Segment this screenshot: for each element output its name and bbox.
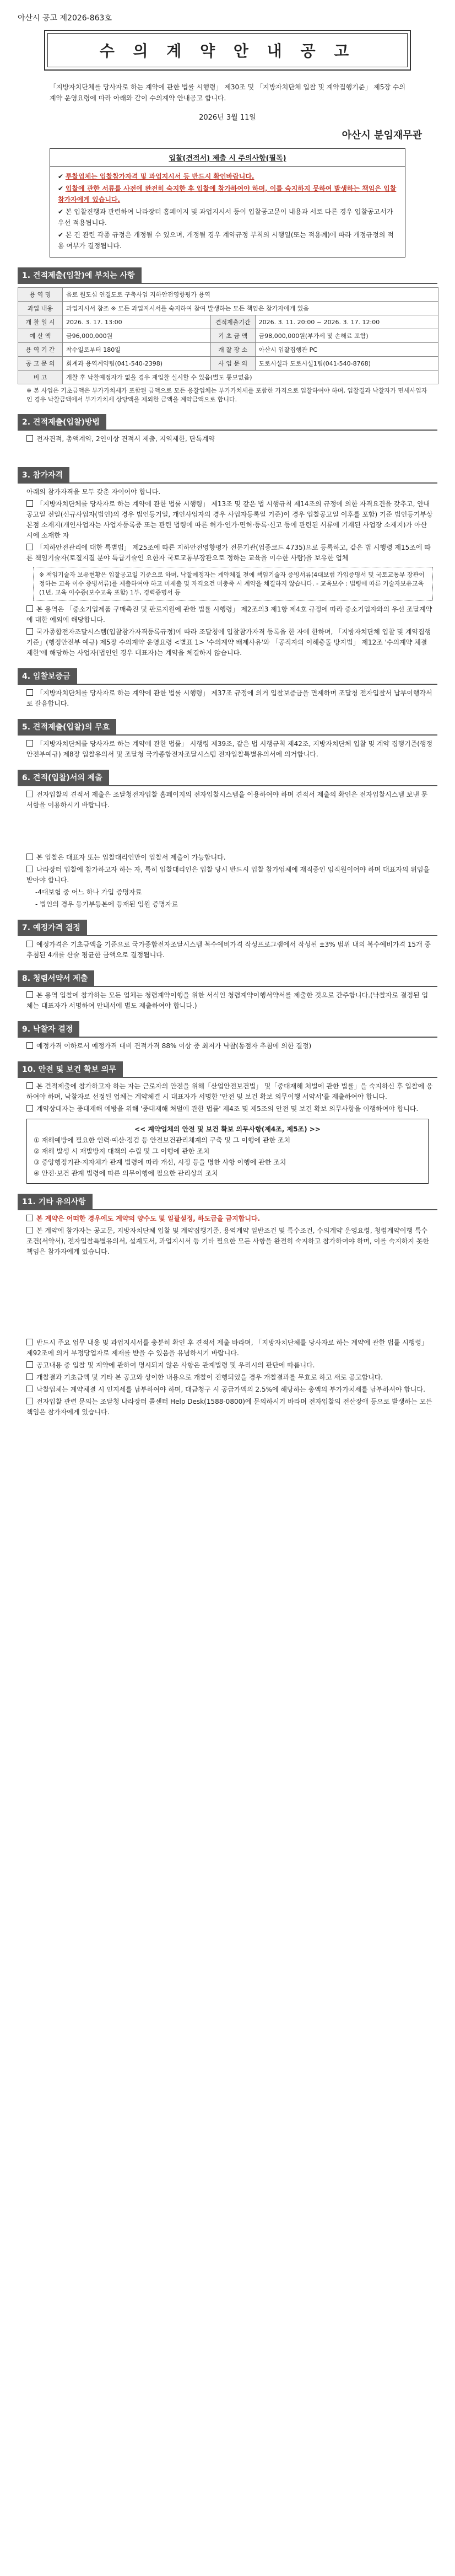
section-divider: [18, 935, 437, 936]
row-label: 개 찰 일 시: [18, 315, 63, 329]
checkbox-icon: [26, 791, 33, 797]
box-title: << 계약업체의 안전 및 보건 확보 의무사항(제4조, 제5조) >>: [134, 1125, 321, 1133]
list-item: 전자입찰 관련 문의는 조달청 나라장터 콜센터 Help Desk(1588-0800)에 문의하시기 바라며 전자입찰의 전산장애 등으로 발생하는 모든 책임은 참가자에게 있습니다.: [26, 1398, 432, 1416]
table-row: [18, 288, 438, 302]
section-4: [18, 668, 437, 685]
caution-list: [50, 167, 405, 257]
section-body: [0, 739, 455, 760]
checkbox-icon: [26, 500, 33, 507]
checkbox-icon: [26, 605, 33, 612]
row-value: 2026. 3. 17. 13:00: [63, 315, 211, 329]
list-item: 공고내용 중 입찰 및 계약에 관하여 명시되지 않은 사항은 관계법령 및 우리시의 판단에 따릅니다.: [26, 1360, 433, 1371]
list-item: 개찰결과 기초금액 및 기타 본 공고와 상이한 내용으로 개찰이 진행되었을 경우 개찰결과를 무효로 하고 새로 공고합니다.: [26, 1372, 433, 1383]
list-item: 반드시 주요 업무 내용 및 과업지시서를 충분히 확인 후 견적서 제출 바라며, 「지방자치단체를 당사자로 하는 계약에 관한 법률 시행령」 제92조에 의거 부정당업자로 제재를 받을 수 있음을 유념하시기 바랍니다.: [26, 1339, 428, 1357]
section-2: [18, 414, 437, 431]
section-divider: [18, 430, 437, 431]
row-label: 사 업 문 의: [210, 357, 255, 371]
list-item: 「지방자치단체를 당사자로 하는 계약에 관한 법률 시행령」 제13조 및 같은 법 시행규칙 제14조의 규정에 의한 자격요건을 갖추고, 안내공고일 전일(신규사업자(법인)의 경우 법인등기일, 개인사업자의 경우 사업자등록일 기준)이 경우 입찰공고일 이후를 포함) 기준 법인등기부상 본점 소재지(개인사업자는 사업자등록증 또는 관련 법령에 따른 허가·인가·면허·등록·신고 등에 관련된 서류에 기재된 사업장 소재지)가 아산시에 소재한 자: [26, 500, 433, 539]
list-item: 낙찰업체는 계약체결 시 인지세를 납부하여야 하며, 대금청구 시 공급가액의 2.5%에 해당하는 총액의 부가가치세를 납부하셔야 합니다.: [26, 1384, 433, 1395]
section-body: [0, 1041, 455, 1051]
box-item: ④ 안전·보건 관계 법령에 따른 의무이행에 필요한 관리상의 조치: [34, 1169, 218, 1177]
box-item: ③ 중앙행정기관·지자체가 관계 법령에 따라 개선, 시정 등을 명한 사항 이행에 관한 조치: [34, 1158, 286, 1166]
checkbox-icon: [26, 628, 33, 635]
caution-item: ✔ 투찰업체는 입찰참가자격 및 과업지시서 등 반드시 확인바랍니다.: [58, 173, 254, 180]
issuer: 아산시 분임재무관: [342, 130, 422, 141]
row-label: 공 고 문 의: [18, 357, 63, 371]
notice-number: 아산시 공고 제2026-863호: [18, 14, 112, 23]
section-lead: 아래의 참가자격을 모두 갖춘 자이어야 합니다.: [26, 488, 161, 496]
row-value: 읍로 원도심 연결도로 구축사업 지하안전영향평가 용역: [63, 288, 438, 302]
section-divider: [18, 1037, 437, 1038]
section-title: 3. 참가자격: [18, 467, 69, 482]
row-label: 과업 내용: [18, 302, 63, 315]
row-value: 착수일로부터 180일: [63, 343, 211, 357]
section-title: 11. 기타 유의사항: [18, 1194, 93, 1209]
list-item: 본 용역은 「중소기업제품 구매촉진 및 판로지원에 관한 법률 시행령」 제2조의3 제1항 제4호 규정에 따라 중소기업자와의 우선 조달계약에 대한 예외에 해당합니다.: [26, 605, 432, 624]
table-row: [18, 315, 438, 329]
list-item: 전자입찰의 견적서 제출은 조달청전자입찰 홈페이지의 전자입찰시스템을 이용하여야 하며 견적서 제출의 확인은 전자입찰시스템 보낸 문서함을 이용하시기 바랍니다.: [26, 791, 428, 809]
qualification-note: ※ 책임기술자 보유현황은 입찰공고일 기준으로 하며, 낙찰예정자는 계약체결 전에 책임기술자 증빙서류(4대보험 가입증명서 및 국토교통부 장관이 정하는 교육 이수 증빙서류)를 제출하여야 하고 미제출 및 자격요건 미충족 시 계약을 체결하지 않습니다. - 교육보수 : 법령에 따른 기술자보유교육(1년, 교육 이수증(보수교육 포함) 1부, 경력증명서 등: [33, 567, 433, 601]
checkbox-icon: [26, 689, 33, 696]
checkbox-icon: [26, 1105, 33, 1112]
section-divider: [18, 734, 437, 736]
caution-item: ✔ 입찰에 관한 서류를 사전에 완전히 숙지한 후 입찰에 참가하여야 하며, 이를 숙지하지 못하여 발생하는 책임은 입찰참가자에게 있습니다.: [58, 185, 397, 203]
section-10: [18, 1061, 437, 1078]
section-body: [0, 940, 455, 960]
section-title: 10. 안전 및 보건 확보 의무: [18, 1061, 123, 1077]
row-value: 금98,000,000원(부가세 및 손해료 포함): [255, 329, 438, 343]
section-title: 8. 청렴서약서 제출: [18, 970, 94, 986]
table-row: [18, 371, 438, 384]
section-body: [0, 1214, 455, 1418]
checkbox-icon: [26, 435, 33, 442]
checkbox-icon: [26, 941, 33, 947]
section-divider: [18, 986, 437, 987]
list-item: 나라장터 입찰에 참가하고자 하는 자, 특히 입찰대리인은 입찰 당시 반드시 입찰 참가업체에 재직중인 임직원이어야 하며 대표자의 위임을 받아야 합니다.: [26, 866, 430, 884]
section-divider: [18, 785, 437, 786]
checkbox-icon: [26, 1373, 33, 1380]
list-subitem: -4대보험 중 어느 하나 가입 증명자료: [35, 888, 142, 896]
list-item: 본 용역 입찰에 참가하는 모든 업체는 청렴계약이행을 위한 서식인 청렴계약이행서약서를 제출한 것으로 간주합니다.(낙찰자로 결정된 업체는 대표자가 서명하여 안내서에 별도 제출하여야 합니다.): [26, 991, 429, 1010]
list-item: 본 계약에 참가자는 공고문, 지방자치단체 입찰 및 계약집행기준, 용역계약 일반조건 및 특수조건, 수의계약 운영요령, 청렴계약이행 특수조건(서약서), 전자입찰특별유의서, 설계도서, 과업지시서 등 기타 필요한 모든 사항을 완전히 숙지하고 참가하여야 하며, 이를 숙지하지 못한 책임은 참가자에게 있습니다.: [26, 1227, 429, 1255]
section-9: [18, 1021, 437, 1038]
list-item: 예정가격은 기초금액을 기준으로 국가종합전자조달시스템 복수예비가격 작성프로그램에서 작성된 ±3% 범위 내의 복수예비가격 15개 중 추첨된 4개를 산술 평균한 금액으로 결정됩니다.: [26, 941, 431, 959]
row-value: 2026. 3. 11. 20:00 ~ 2026. 3. 17. 12:00: [255, 315, 438, 329]
section-divider: [18, 684, 437, 685]
section-title: 2. 견적제출(입찰)방법: [18, 414, 106, 430]
section-5: [18, 719, 437, 736]
list-item: 전자견적, 총액계약, 2인이상 견적서 제출, 지역제한, 단독계약: [26, 434, 433, 444]
section-body: [0, 487, 455, 564]
row-label: 개 찰 장 소: [210, 343, 255, 357]
section-7: [18, 920, 437, 936]
caution-title: 입찰(견적서) 제출 시 주의사항(필독): [50, 149, 405, 167]
checkbox-icon: [26, 1042, 33, 1049]
section-divider: [18, 1077, 437, 1078]
list-item: 본 입찰은 대표자 또는 입찰대리인만이 입찰서 제출이 가능합니다.: [26, 852, 433, 863]
table-row: [18, 302, 438, 315]
row-label: 용 역 기 간: [18, 343, 63, 357]
safety-duty-box: [26, 1119, 429, 1184]
section-6: [18, 770, 437, 786]
checkbox-icon: [26, 1082, 33, 1089]
caution-item: ✔ 본 입찰진행과 관련하여 나라장터 홈페이지 및 과업지시서 등이 입찰공고문이 내용과 서로 다른 경우 입찰공고서가 우선 적용됩니다.: [58, 208, 393, 227]
checkbox-icon: [26, 866, 33, 872]
row-label: 견적제출기간: [210, 315, 255, 329]
checkbox-icon: [26, 1339, 33, 1345]
checkbox-icon: [26, 991, 33, 998]
section-divider: [18, 283, 437, 284]
checkbox-icon: [26, 1398, 33, 1404]
table-note: ※ 본 사업은 기초금액은 부가가치세가 포함된 금액으로 모든 응찰업체는 부가가치세를 포함한 가격으로 입찰하여야 하며, 입찰결과 낙찰자가 면세사업자인 경우 낙찰금액에서 부가가치세 상당액을 제외한 금액을 계약금액으로 합니다.: [26, 387, 427, 403]
section-body: [0, 790, 455, 910]
list-subitem: - 법인의 경우 등기부등본에 등재된 임원 증명자료: [35, 900, 178, 908]
title-box: [44, 30, 411, 71]
section-body: [0, 990, 455, 1011]
table-row: [18, 343, 438, 357]
section-title: 9. 낙찰자 결정: [18, 1021, 79, 1037]
checkbox-icon: [26, 1361, 33, 1368]
table-row: [18, 357, 438, 371]
section-title: 6. 견적(입찰)서의 제출: [18, 770, 109, 785]
table-row: [18, 329, 438, 343]
section-3: [18, 467, 437, 484]
caution-box: [50, 148, 405, 257]
row-label: 기 초 금 액: [210, 329, 255, 343]
list-item: 계약상대자는 중대재해 예방을 위해 '중대재해 처벌에 관한 법률' 제4조 및 제5조의 안전 및 보건 확보 의무사항을 이행하여야 합니다.: [26, 1104, 433, 1114]
section-8: [18, 970, 437, 987]
section-title: 5. 견적제출(입찰)의 무효: [18, 719, 116, 734]
section-body: [0, 604, 455, 658]
row-value: 금96,000,000원: [63, 329, 211, 343]
box-item: ② 재해 발생 시 재발방지 대책의 수립 및 그 이행에 관한 조치: [34, 1147, 210, 1155]
section-body: [0, 1081, 455, 1114]
row-value: 과업지시서 참조 ※ 모든 과업지시서를 숙지하여 참여 발생하는 모든 책임은 참가자에게 있음: [63, 302, 438, 315]
section-title: 7. 예정가격 결정: [18, 920, 87, 935]
checkbox-icon: [26, 740, 33, 747]
section-divider: [18, 482, 437, 484]
list-item: 국가종합전자조달시스템(입찰참가자격등록규정)에 따라 조달청에 입찰참가자격 등록을 한 자에 한하며, 「지방자치단체 입찰 및 계약집행기준」(행정안전부 예규) 제5장 수의계약 운영요령 <별표 1> '수의계약 배제사유'와 「공직자의 이해충돌 방지법」 제12조 '수의계약 체결 제한'에 해당하는 사업자(법인인 경우 대표자)는 계약을 체결하지 않습니다.: [26, 628, 431, 657]
info-table: [18, 287, 438, 384]
caution-item: ✔ 본 건 관련 각종 규정은 개정될 수 있으며, 개정될 경우 계약규정 부칙의 시행일(또는 적용례)에 따라 개정규정의 적용 여부가 결정됩니다.: [58, 231, 394, 250]
intro-text: 「지방자치단체를 당사자로 하는 계약에 관한 법률 시행령」 제30조 및 「지방자치단체 입찰 및 계약집행기준」 제5장 수의계약 운영요령에 따라 아래와 같이 수의계약 안내공고 합니다.: [50, 83, 405, 102]
section-1: [18, 267, 437, 284]
list-item: 예정가격 이하로서 예정가격 대비 견적가격 88% 이상 중 최저가 낙찰(동점자 추첨에 의한 결정): [26, 1041, 433, 1051]
row-value: 회계과 용역계약팀(041-540-2398): [63, 357, 211, 371]
row-label: 예 산 액: [18, 329, 63, 343]
checkbox-icon: [26, 544, 33, 550]
section-11: [18, 1194, 437, 1210]
box-item: ① 재해예방에 필요한 인력·예산·점검 등 안전보건관리체계의 구축 및 그 이행에 관한 조치: [34, 1136, 291, 1144]
section-body: [0, 434, 455, 444]
row-value: 아산시 입찰집행관 PC: [255, 343, 438, 357]
list-item: 본 견적제출에 참가하고자 하는 자는 근로자의 안전을 위해「산업안전보건법」 및「중대재해 처벌에 관한 법률」을 숙지하신 후 입찰에 응하여야 하며, 낙찰자로 선정된 업체는 계약체결 시 대표자가 서명한 '안전 및 보건 확보 의무이행 서약서'를 제출하여야 합니다.: [26, 1082, 433, 1101]
row-value: 도로시설과 도로시설1팀(041-540-8768): [255, 357, 438, 371]
row-value: 개찰 후 낙찰예정자가 없을 경우 재입찰 실시할 수 있음(별도 통보없음): [63, 371, 438, 384]
list-item: 「지방자치단체를 당사자로 하는 계약에 관한 법률 시행령」 제37조 규정에 의거 입찰보증금을 면제하며 조달청 전자입찰서 납부이행각서로 갈음합니다.: [26, 689, 432, 707]
row-label: 용 역 명: [18, 288, 63, 302]
section-divider: [18, 1209, 437, 1210]
checkbox-icon: [26, 1227, 33, 1233]
checkbox-icon: [26, 1215, 33, 1221]
checkbox-icon: [26, 854, 33, 860]
notice-date: 2026년 3월 11일: [199, 114, 256, 122]
list-item: 「지하안전관리에 대한 특별법」 제25조에 따른 지하안전영향평가 전문기관(업종코드 4735)으로 등록하고, 같은 법 시행령 제15조에 따른 책임기술자(토질지질 분야 특급기술인 요한자 국토교통부장관으로 정하는 교육을 이수한 사람)을 보유한 업체: [26, 544, 431, 562]
section-title: 1. 견적제출(입찰)에 부치는 사항: [18, 267, 142, 283]
list-item: 본 계약은 어떠한 경우에도 계약의 양수도 및 일괄설정, 하도급을 금지합니다.: [26, 1214, 433, 1224]
row-label: 비 고: [18, 371, 63, 384]
section-title: 4. 입찰보증금: [18, 668, 77, 684]
section-body: [0, 688, 455, 709]
page-title: 수 의 계 약 안 내 공 고: [47, 33, 408, 67]
list-item: 「지방자치단체를 당사자로 하는 계약에 관한 법률」 시행령 제39조, 같은 법 시행규칙 제42조, 지방자치단체 입찰 및 계약 집행기준(행정안전부예규) 제8장 입찰유의서 및 조달청 국가종합전자조달시스템 전자입찰특별유의서에 의거합니다.: [26, 740, 433, 758]
checkbox-icon: [26, 1386, 33, 1392]
